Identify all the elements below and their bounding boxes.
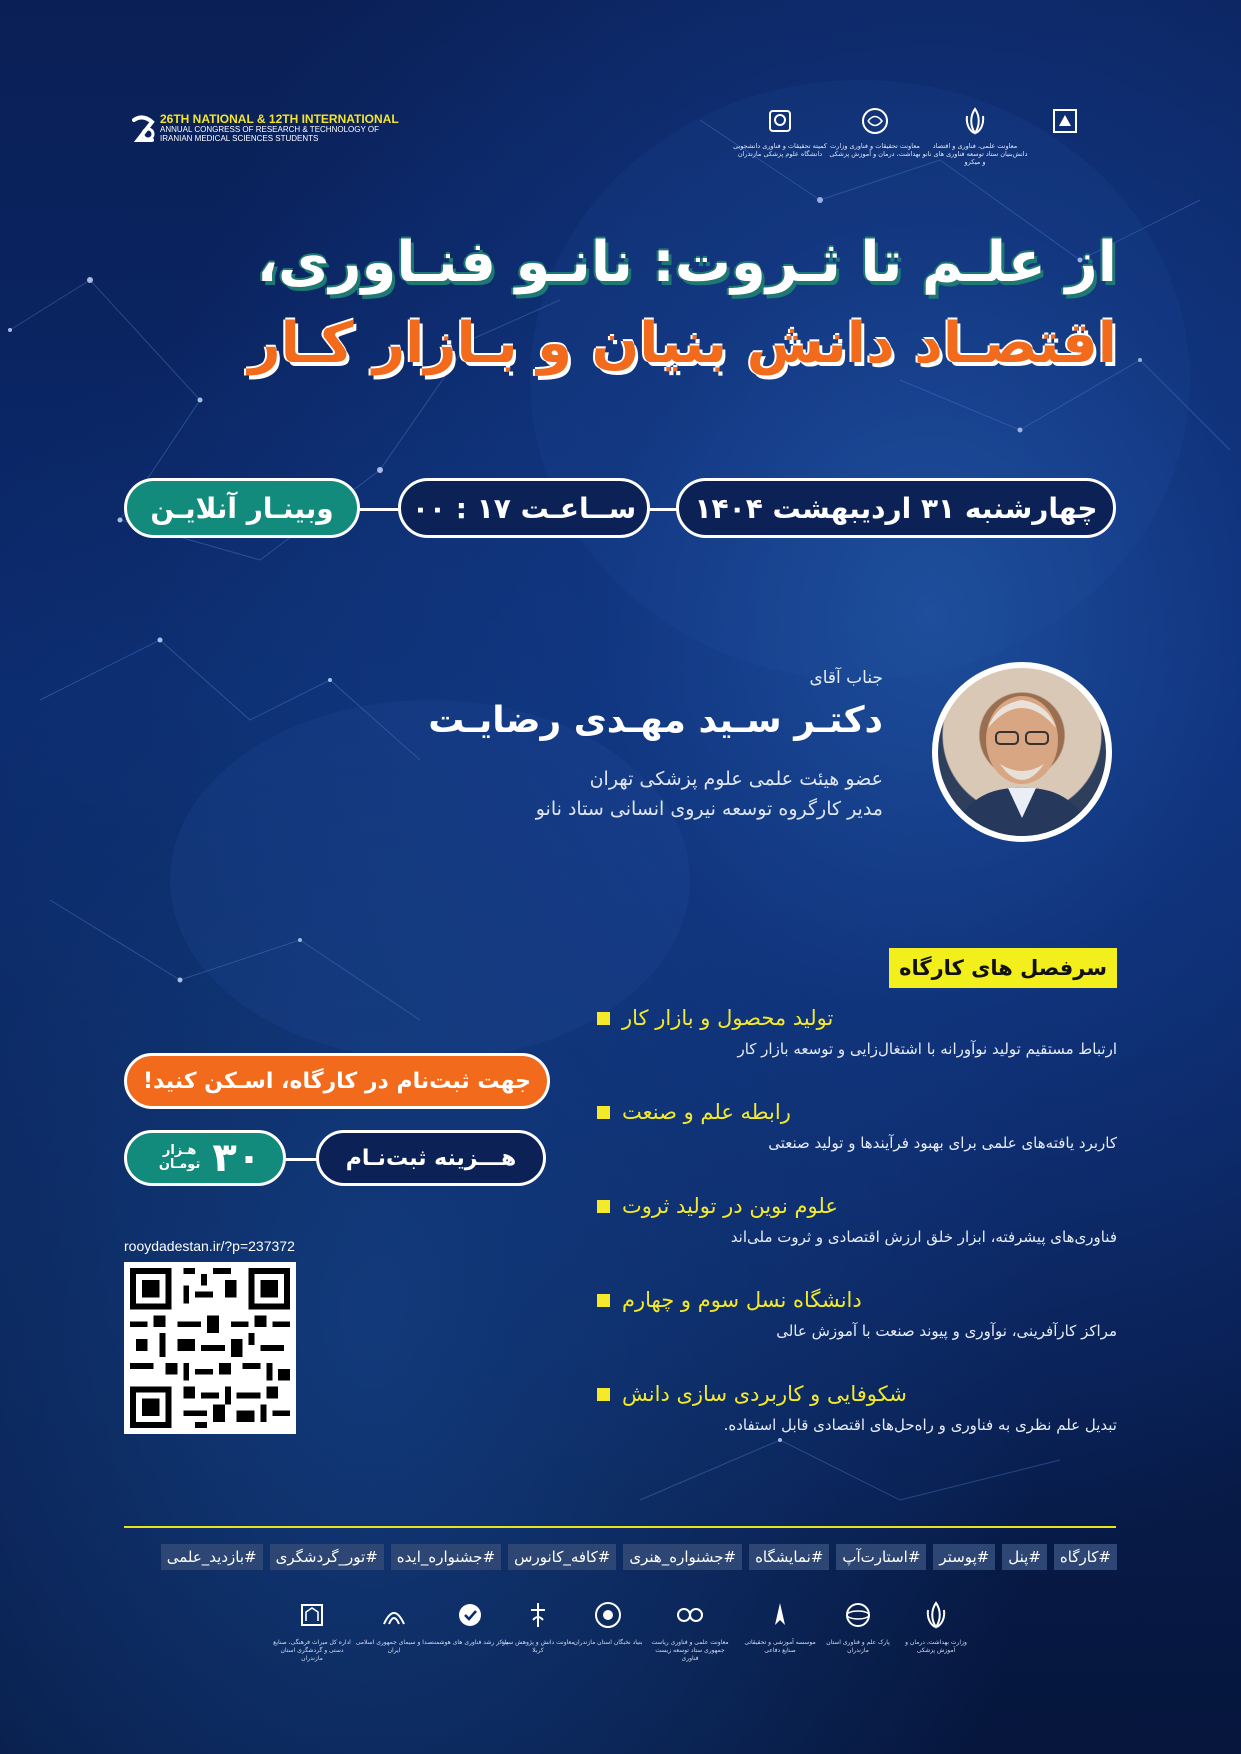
scan-to-register[interactable] xyxy=(124,1053,550,1109)
topic-desc: مراکز کارآفرینی، نوآوری و پیوند صنعت با آموزش عالی xyxy=(776,1322,1117,1340)
topic-title: شکوفایی و کاربردی سازی دانش xyxy=(622,1382,907,1406)
topic-title: تولید محصول و بازار کار xyxy=(622,1006,834,1030)
title-line-1: از علـم تا ثـروت: نانـو فنـاوری، xyxy=(256,230,1117,295)
congress-line-1: 26TH NATIONAL & 12TH INTERNATIONAL xyxy=(160,112,399,126)
topic-desc: کاربرد یافته‌های علمی برای بهبود فرآیندها و تولید صنعتی xyxy=(768,1134,1117,1152)
defense-institute-icon xyxy=(765,1600,795,1630)
topic-item xyxy=(597,1288,1117,1340)
time-pill xyxy=(398,478,650,538)
event-time: ســاعـت ۱۷ : ۰۰ xyxy=(411,491,637,525)
topic-item xyxy=(597,1006,1117,1058)
topic-item xyxy=(597,1382,1117,1434)
topic-title: رابطه علم و صنعت xyxy=(622,1100,791,1124)
hashtag-list xyxy=(161,1544,1117,1570)
footer-logo-text: بنیاد نخبگان استان مازندران xyxy=(573,1639,643,1646)
org-text: کمیته تحقیقات و فناوری دانشجویی دانشگاه علوم پزشکی مازندران xyxy=(733,142,827,158)
fee-unit-top: هـزار xyxy=(162,1143,197,1158)
fee-label: هـــزینه ثبت‌نـام xyxy=(345,1145,517,1171)
congress-logo-icon xyxy=(128,114,158,148)
footer-logo-text: صدا و سیمای جمهوری اسلامی ایران xyxy=(355,1639,433,1654)
hashtag: #کافه_کانورس xyxy=(508,1544,616,1570)
title-line-2: اقتصـاد دانش بنیان و بـازار کـار xyxy=(248,311,1117,376)
footer-logo xyxy=(498,1600,578,1655)
iran-emblem-icon xyxy=(921,1600,951,1630)
hashtag: #استارت‌آپ xyxy=(836,1544,926,1570)
speaker-role-2: مدیر کارگروه توسعه نیروی انسانی ستاد نانو xyxy=(535,798,883,820)
hashtag: #کارگاه xyxy=(1054,1544,1117,1570)
speaker-photo xyxy=(932,662,1112,842)
connector-line xyxy=(354,508,404,511)
bullet-square-icon xyxy=(597,1294,610,1307)
bio-tech-icon xyxy=(675,1600,705,1630)
hashtag: #پوستر xyxy=(933,1544,995,1570)
heritage-icon xyxy=(297,1600,327,1630)
mode-pill xyxy=(124,478,360,538)
event-mode: وبینـار آنلایـن xyxy=(150,491,334,525)
footer-logo-text: معاونت علمی و فناوری ریاست جمهوری ستاد توسعه زیست فناوری xyxy=(651,1639,729,1662)
footer-logo xyxy=(430,1600,510,1647)
hashtag: #نمایشگاه xyxy=(749,1544,829,1570)
footer-logo xyxy=(740,1600,820,1655)
speaker-portrait xyxy=(938,668,1106,836)
footer-logo-text: موسسه آموزشی و تحقیقاتی صنایع دفاعی xyxy=(744,1639,816,1654)
org-ministry xyxy=(820,106,930,158)
speaker-honorific: جناب آقای xyxy=(809,668,883,688)
topic-title: علوم نوین در تولید ثروت xyxy=(622,1194,838,1218)
smart-tech-icon xyxy=(455,1600,485,1630)
connector-line xyxy=(280,1158,320,1161)
poster-title xyxy=(117,230,1117,376)
footer-logo xyxy=(568,1600,648,1647)
footer-logo xyxy=(650,1600,730,1663)
hashtag: #تور_گردشگری xyxy=(270,1544,384,1570)
hashtag: #جشنواره_ایده xyxy=(391,1544,501,1570)
sepah-icon xyxy=(523,1600,553,1630)
broadcast-icon xyxy=(379,1600,409,1630)
org-text: معاونت علمی، فناوری و اقتصاد دانش‌بنیان ستاد توسعه فناوری های نانو و میکرو xyxy=(922,142,1028,166)
topic-desc: ارتباط مستقیم تولید نوآورانه با اشتغال‌زایی و توسعه بازار کار xyxy=(737,1040,1117,1058)
bullet-square-icon xyxy=(597,1388,610,1401)
congress-line-3: IRANIAN MEDICAL SCIENCES STUDENTS xyxy=(160,134,319,143)
footer-logo xyxy=(354,1600,434,1655)
topic-item xyxy=(597,1194,1117,1246)
footer-logo-text: مرکز رشد فناوری های هوشمند xyxy=(431,1639,509,1646)
bullet-square-icon xyxy=(597,1012,610,1025)
hashtag: #بازدید_علمی xyxy=(161,1544,263,1570)
bullet-square-icon xyxy=(597,1106,610,1119)
topic-item xyxy=(597,1100,1117,1152)
footer-logo xyxy=(818,1600,898,1655)
speaker-role-1: عضو هیئت علمی علوم پزشکی تهران xyxy=(589,768,883,790)
research-committee-icon xyxy=(765,106,795,136)
university-emblem-icon xyxy=(1050,106,1080,136)
science-park-icon xyxy=(843,1600,873,1630)
fee-amount: ۳۰ xyxy=(212,1135,262,1181)
registration-url[interactable]: rooydadestan.ir/?p=237372 xyxy=(124,1238,295,1254)
speaker-name: دکتـر سـید مهـدی رضایـت xyxy=(428,700,883,741)
hashtag: #پنل xyxy=(1002,1544,1047,1570)
qr-code-icon xyxy=(124,1262,296,1434)
fee-amount-pill xyxy=(124,1130,286,1186)
footer-logo-text: معاونت دانش و پژوهش سپاه کربلا xyxy=(501,1639,575,1654)
org-text: معاونت تحقیقات و فناوری وزارت بهداشت، درمان و آموزش پزشکی xyxy=(829,142,921,158)
congress-title xyxy=(160,114,399,143)
org-nano xyxy=(920,106,1030,166)
org-research-committee xyxy=(725,106,835,158)
footer-divider xyxy=(124,1526,1116,1528)
footer-logo-text: وزارت بهداشت، درمان و آموزش پزشکی xyxy=(905,1639,967,1654)
fee-label-pill xyxy=(316,1130,546,1186)
hashtag: #جشنواره_هنری xyxy=(623,1544,742,1570)
topics-heading: سرفصل های کارگاه xyxy=(889,948,1117,988)
qr-code[interactable] xyxy=(124,1262,296,1434)
scan-label: جهت ثبت‌نام در کارگاه، اسـکن کنید! xyxy=(143,1068,531,1094)
topic-desc: فناوری‌های پیشرفته، ابزار خلق ارزش اقتصادی و ثروت ملی‌اند xyxy=(730,1228,1117,1246)
ministry-emblem-icon xyxy=(860,106,890,136)
iran-emblem-icon xyxy=(960,106,990,136)
topic-title: دانشگاه نسل سوم و چهارم xyxy=(622,1288,862,1312)
congress-line-2: ANNUAL CONGRESS OF RESEARCH & TECHNOLOGY OF xyxy=(160,125,380,134)
footer-logo-text: پارک علم و فناوری استان مازندران xyxy=(826,1639,890,1654)
event-date: چهارشنبه ۳۱ اردیبهشت ۱۴۰۴ xyxy=(694,491,1098,525)
elites-foundation-icon xyxy=(593,1600,623,1630)
footer-logo-text: اداره کل میراث فرهنگی، صنایع دستی و گردشگری استان مازندران xyxy=(273,1639,351,1662)
fee-unit xyxy=(159,1144,201,1172)
footer-logo xyxy=(272,1600,352,1663)
bullet-square-icon xyxy=(597,1200,610,1213)
topic-desc: تبدیل علم نظری به فناوری و راه‌حل‌های اقتصادی قابل استفاده. xyxy=(723,1416,1117,1434)
fee-unit-bottom: تومـان xyxy=(158,1157,201,1172)
footer-logo xyxy=(896,1600,976,1655)
date-pill xyxy=(676,478,1116,538)
